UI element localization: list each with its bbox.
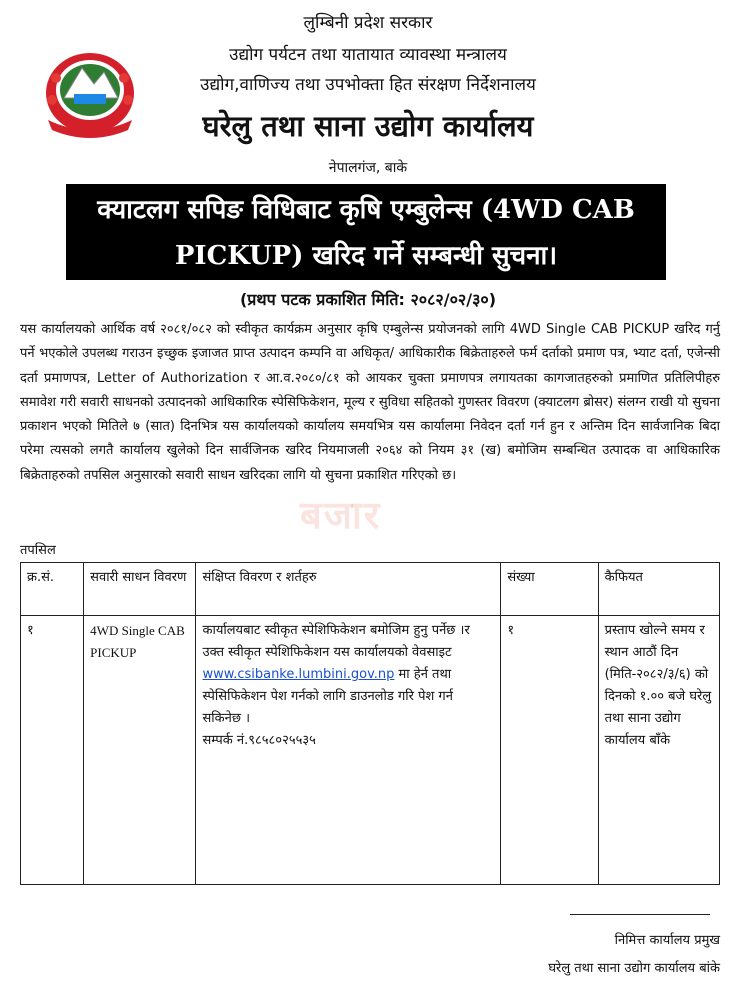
website-link[interactable]: www.csibanke.lumbini.gov.np <box>202 667 395 682</box>
publish-date: (प्रथप पटक प्रकाशित मिति: २०८२/०२/३०) <box>239 290 497 309</box>
tapsil-label: तपसिल <box>20 543 56 558</box>
cell-quantity: १ <box>501 616 598 885</box>
contact-number: सम्पर्क नं.९८५८०२५५३५ <box>202 733 316 748</box>
signature-line <box>570 914 710 915</box>
description-part-2: मा हेर्न तथा स्पेसिफिकेशन पेश गर्नको लागि डाउनलोड गरि पेश गर्न सकिनेछ । <box>202 667 453 726</box>
notice-body <box>20 318 720 488</box>
header-description: संक्षिप्त विवरण र शर्तहरु <box>196 563 501 616</box>
cell-vehicle: 4WD Single CAB PICKUP <box>84 616 196 885</box>
header-sn: क्र.सं. <box>21 563 84 616</box>
cell-description <box>196 616 501 885</box>
watermark-text: बजार <box>300 493 382 537</box>
office-location: नेपालगंज, बाके <box>328 160 408 176</box>
signature-title: निमित्त कार्यालय प्रमुख <box>614 933 720 948</box>
notice-title-banner <box>66 184 666 280</box>
notice-title-line-1: क्याटलग सपिङ विधिबाट कृषि एम्बुलेन्स (4WD CAB <box>97 195 635 225</box>
description-part-1: कार्यालयबाट स्वीकृत स्पेशिफिकेशन बमोजिम हुनु पर्नेछ ।र उक्त स्वीकृत स्पेशिफिकेशन यस कार्यालयको वेवसाइट <box>202 623 470 660</box>
header-quantity: संख्या <box>501 563 598 616</box>
notice-title-line-2: PICKUP) खरिद गर्ने सम्बन्धी सुचना। <box>174 241 558 271</box>
cell-remarks: प्रस्ताप खोल्ने समय र स्थान आठौं दिन (मिति-२०८२/३/६) को दिनको १.०० बजे घरेलु तथा साना उद्योग कार्यालय बाँके <box>598 616 719 885</box>
table-header-row <box>21 563 720 616</box>
header-remarks: कैफियत <box>598 563 719 616</box>
header-vehicle: सवारी साधन विवरण <box>84 563 196 616</box>
header-line-ministry: उद्योग पर्यटन तथा यातायात व्यावस्था मन्त्रालय <box>229 45 507 65</box>
header-line-province: लुम्बिनी प्रदेश सरकार <box>303 13 433 33</box>
notice-body-paragraph: यस कार्यालयको आर्थिक वर्ष २०८१/०८२ को स्वीकृत कार्यक्रम अनुसार कृषि एम्बुलेन्स प्रयोजनको लागि 4WD Single CAB PICKUP खरिद गर्नु पर्ने भएकोले उपलब्ध गराउन इच्छुक इजाजत प्राप्त उत्पादन कम्पनि वा अधिकृत/ आधिकारीक बिक्रेताहरुले फर्म दर्ताको प्रमाण पत्र, भ्याट दर्ता, एजेन्सी दर्ता प्रमाणपत्र, Letter of Authorization र आ.व.२०८०/८१ को आयकर चुक्ता प्रमाणपत्र लगायतका कागजातहरुको प्रमाणित प्रतिलिपीहरु समावेश गरी सवारी साधनको उत्पादनको आधिकारिक स्पेसिफिकेशन, मूल्य र सुविधा सहितको गुणस्तर विवरण (क्याटलग ब्रोसर) संलग्न राखी यो सुचना प्रकाशन भएको मितिले ७ (सात) दिनभित्र यस कार्यालयको कार्यालय समयभित्र यस कार्यालमा निवेदन दर्ता गर्न हुन र अन्तिम दिन सार्वजानिक बिदा परेमा त्यसको लगतै कार्यालय खुलेको दिन सार्वजिनक खरिद नियमाजली २०६४ को नियम ३१ (ख) बमोजिम सम्बन्धित उत्पादक वा आधिकारिक बिक्रेताहरुको तपसिल अनुसारको सवारी साधन खरिदका लागि यो सुचना प्रकाशित गरिएको छ। <box>20 322 720 483</box>
vehicle-table <box>20 562 720 885</box>
cell-sn: १ <box>21 616 84 885</box>
signature-office: घरेलु तथा साना उद्योग कार्यालय बांके <box>548 961 720 976</box>
office-name-heading: घरेलु तथा साना उद्योग कार्यालय <box>202 109 534 143</box>
table-row <box>21 616 720 885</box>
header-line-directorate: उद्योग,वाणिज्य तथा उपभोक्ता हित संरक्षण निर्देशनालय <box>200 75 536 95</box>
